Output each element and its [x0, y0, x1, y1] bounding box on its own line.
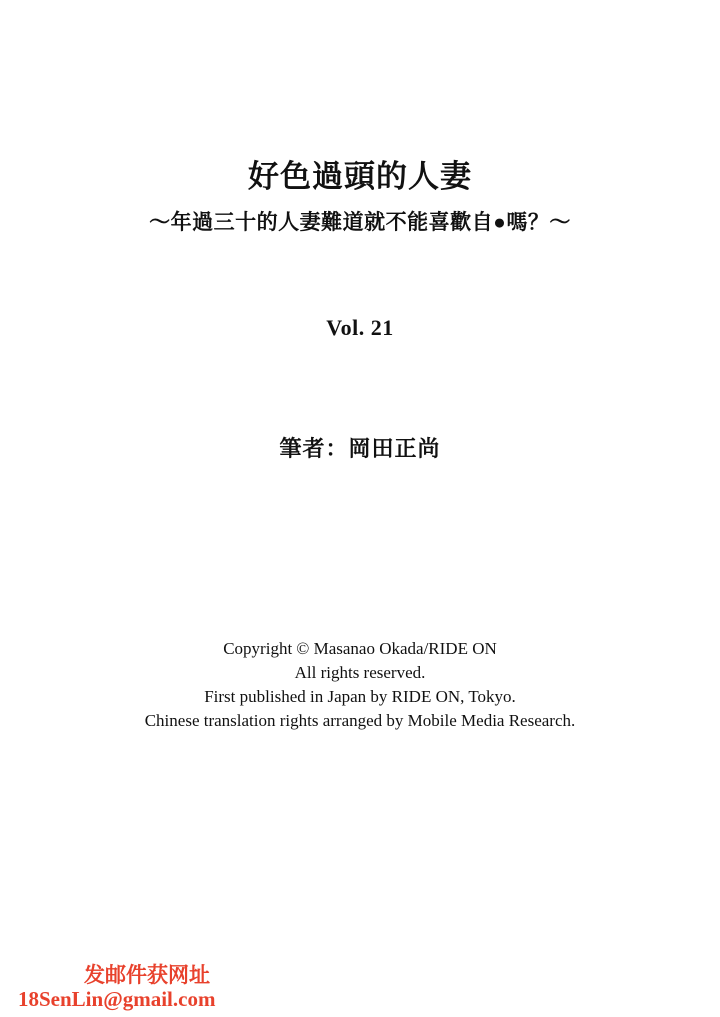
page-subtitle: ～年過三十的人妻難道就不能喜歡自●嗎？～ [149, 210, 571, 234]
copyright-line-4: Chinese translation rights arranged by Mobile Media Research. [144, 711, 576, 730]
author-credit: 筆者：岡田正尚 [279, 436, 441, 461]
copyright-block [0, 637, 720, 733]
copyright-line-3: First published in Japan by RIDE ON, Tokyo. [204, 687, 516, 706]
watermark-line-1: 发邮件获网址 [84, 962, 210, 987]
page-title: 好色過頭的人妻 [248, 159, 472, 194]
copyright-line-1: Copyright © Masanao Okada/RIDE ON [223, 639, 497, 658]
watermark-line-2: 18SenLin@gmail.com [18, 986, 216, 1011]
volume-label: Vol. 21 [326, 315, 394, 340]
watermark [18, 963, 215, 1011]
copyright-line-2: All rights reserved. [294, 663, 426, 682]
title-block [0, 158, 720, 236]
